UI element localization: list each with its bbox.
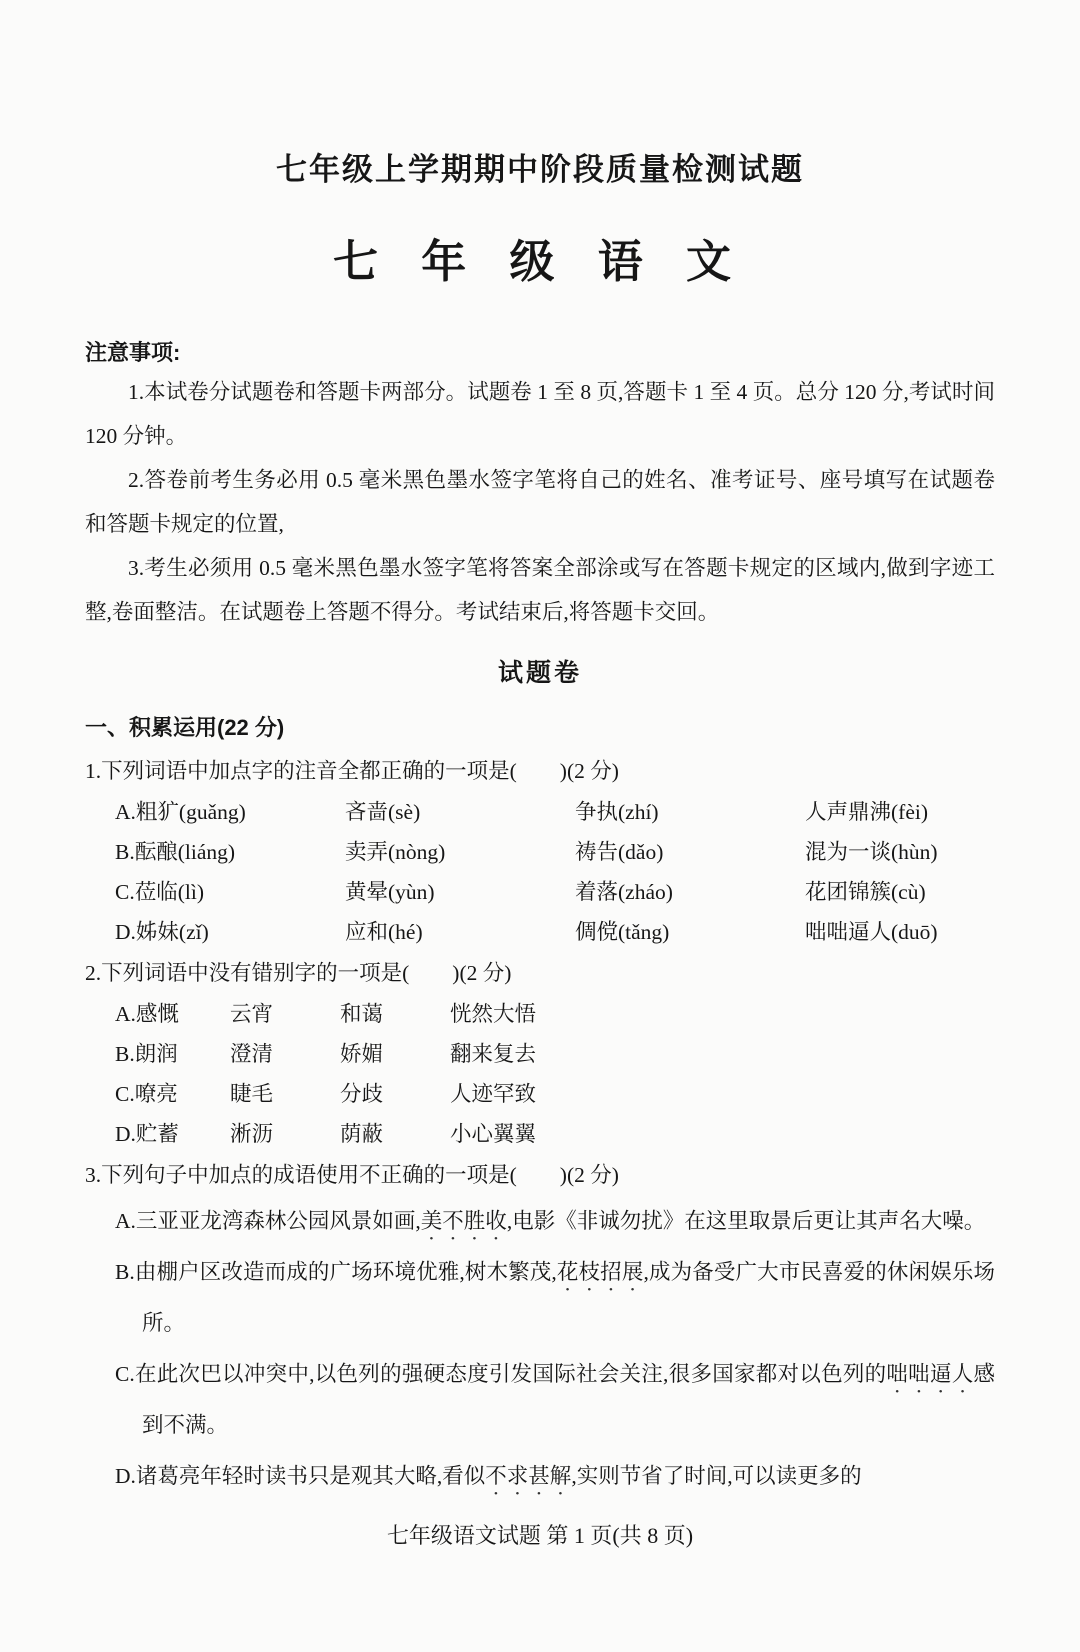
option-word: 粗犷(guǎng) [135,800,246,824]
question-2-stem: 2.下列词语中没有错别字的一项是( )(2 分) [85,961,512,985]
q2-option-c-word-3: 分歧 [340,1082,384,1106]
exam-header-title: 七年级上学期期中阶段质量检测试题 [276,152,804,187]
q2-option-c-word-4: 人迹罕致 [450,1082,537,1106]
option-word: 姊妹(zǐ) [135,920,209,944]
q2-option-a-word-3: 和蔼 [340,1002,384,1026]
option-text-pre: 在此次巴以冲突中,以色列的强硬态度引发国际社会关注,很多国家都对以色列的 [134,1362,887,1386]
q3-option-d-label: D. [115,1464,136,1488]
question-3-stem: 3.下列句子中加点的成语使用不正确的一项是( )(2 分) [85,1163,619,1187]
q3-option-c-label: C. [115,1362,135,1386]
q2-option-a-word-1 [115,994,230,1034]
q2-option-d-word-1 [115,1114,230,1154]
question-1-options [115,792,995,952]
q2-option-d-label: D. [115,1122,136,1146]
q1-option-a-word-1 [115,792,345,832]
option-word: 嘹亮 [134,1082,178,1106]
q2-option-a-word-4: 恍然大悟 [450,1002,537,1026]
q3-option-b [115,1247,995,1349]
q1-option-a-word-2: 吝啬(sè) [345,800,421,824]
option-text-post: ,实则节省了时间,可以读更多的 [571,1464,862,1488]
q3-option-a [115,1196,995,1247]
note-item-1: 1.本试卷分试题卷和答题卡两部分。试题卷 1 至 8 页,答题卡 1 至 4 页。总分 120 分,考试时间 120 分钟。 [85,380,995,448]
q1-option-b-word-4: 混为一谈(hùn) [805,840,938,864]
option-word: 莅临(lì) [134,880,204,904]
q2-option-a-word-2: 云宵 [230,1002,274,1026]
q2-option-d-word-3: 荫蔽 [340,1122,384,1146]
q1-option-b-word-1 [115,832,345,872]
emphasized-idiom: 美不胜收 [420,1209,507,1233]
q2-option-d-word-4: 小心翼翼 [450,1122,537,1146]
q2-option-c-word-1 [115,1074,230,1114]
q2-option-b-word-2: 澄清 [230,1042,274,1066]
q1-option-d-word-2: 应和(hé) [345,920,423,944]
q1-option-d-word-3: 倜傥(tǎng) [575,920,670,944]
option-text-post: ,电影《非诚勿扰》在这里取景后更让其声名大噪。 [506,1209,986,1233]
option-word: 感慨 [135,1002,179,1026]
q1-option-c-label: C. [115,880,135,904]
emphasized-idiom: 咄咄逼人 [886,1362,974,1386]
option-word: 贮蓄 [135,1122,179,1146]
section1-heading: 一、积累运用(22 分) [85,715,285,740]
option-text-pre: 由棚户区改造而成的广场环境优雅,树木繁茂, [134,1260,557,1284]
paper-heading: 试题卷 [497,659,582,687]
q1-option-d-label: D. [115,920,136,944]
note-item-3: 3.考生必须用 0.5 毫米黑色墨水签字笔将答案全部涂或写在答题卡规定的区域内,做到字迹工整,卷面整洁。在试题卷上答题不得分。考试结束后,将答题卡交回。 [85,556,995,624]
q3-option-c [115,1349,995,1451]
notes-label: 注意事项: [85,340,181,365]
q1-option-d-word-1 [115,912,345,952]
option-text-post: ,成为备受广大市民喜爱的休闲娱乐场所。 [142,1260,995,1335]
option-text-post: 感到不满。 [142,1362,995,1437]
emphasized-idiom: 花枝招展 [556,1260,644,1284]
q2-option-c-label: C. [115,1082,135,1106]
q1-option-c-word-2: 黄晕(yùn) [345,880,435,904]
option-word: 酝酿(liáng) [134,840,236,864]
q1-option-c-word-1 [115,872,345,912]
q2-option-b-word-4: 翻来复去 [450,1042,537,1066]
q1-option-b-label: B. [115,840,135,864]
q1-option-d-word-4: 咄咄逼人(duō) [805,920,938,944]
q1-option-a-label: A. [115,800,136,824]
question-1-stem: 1.下列词语中加点字的注音全都正确的一项是( )(2 分) [85,759,619,783]
q1-option-c-word-4: 花团锦簇(cù) [805,880,926,904]
q2-option-b-word-3: 娇媚 [340,1042,384,1066]
q2-option-d-word-2: 淅沥 [230,1122,274,1146]
option-text-pre: 诸葛亮年轻时读书只是观其大略,看似 [135,1464,486,1488]
q2-option-c-word-2: 睫毛 [230,1082,274,1106]
q1-option-b-word-2: 卖弄(nòng) [345,840,446,864]
q1-option-c-word-3: 着落(zháo) [575,880,673,904]
question-2-options [115,994,995,1154]
note-item-2: 2.答卷前考生务必用 0.5 毫米黑色墨水签字笔将自己的姓名、准考证号、座号填写在试题卷和答题卡规定的位置, [85,468,995,536]
q1-option-a-word-3: 争执(zhí) [575,800,659,824]
subject-title: 七 年 级 语 文 [332,237,747,287]
page-footer: 七年级语文试题 第 1 页(共 8 页) [386,1523,694,1548]
q3-option-b-label: B. [115,1260,135,1284]
q3-option-a-label: A. [115,1209,136,1233]
option-word: 朗润 [134,1042,178,1066]
q1-option-b-word-3: 祷告(dǎo) [575,840,664,864]
q3-option-d [115,1451,995,1502]
option-text-pre: 三亚亚龙湾森林公园风景如画, [135,1209,421,1233]
q2-option-b-label: B. [115,1042,135,1066]
q1-option-a-word-4: 人声鼎沸(fèi) [805,800,928,824]
emphasized-idiom: 不求甚解 [485,1464,572,1488]
q2-option-a-label: A. [115,1002,136,1026]
q2-option-b-word-1 [115,1034,230,1074]
